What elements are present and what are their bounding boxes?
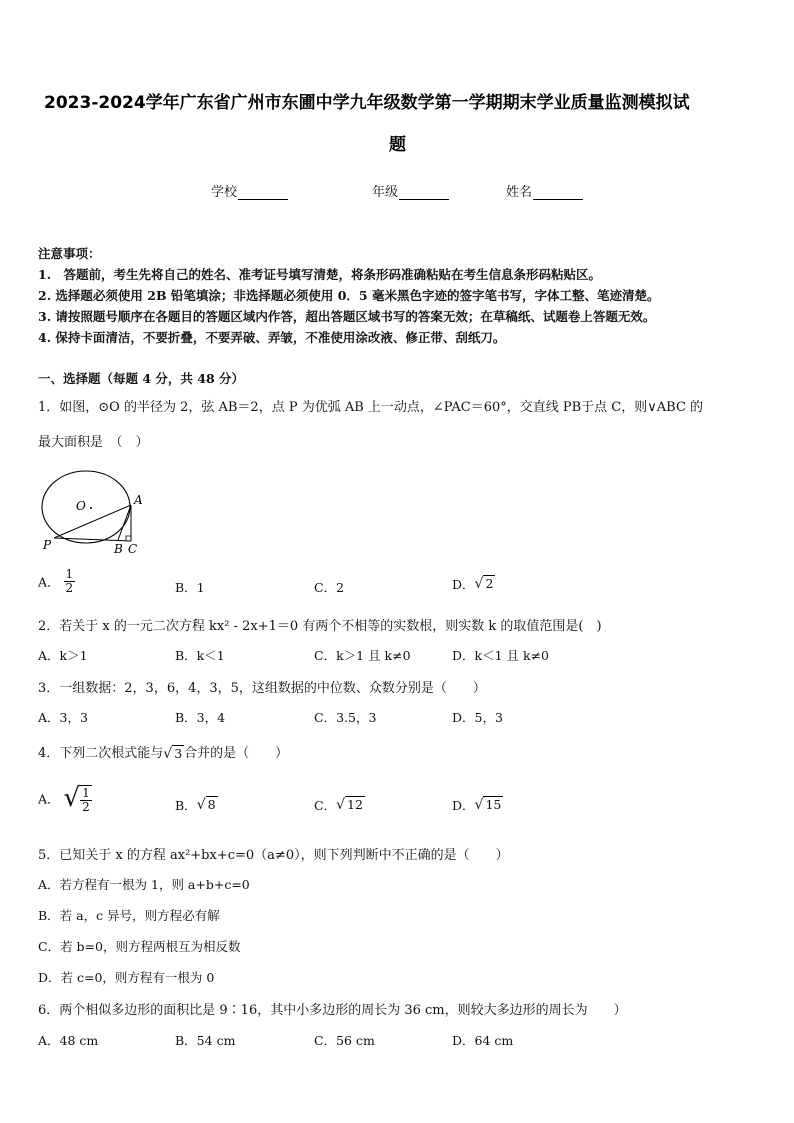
q5-option-d[interactable]: D．若 c=0，则方程有一根为 0 <box>38 970 215 985</box>
grade-label: 年级 <box>372 185 399 200</box>
q4-stem-radicand: 3 <box>174 745 183 761</box>
q4-option-b[interactable] <box>175 796 218 814</box>
q2-option-c[interactable]: C．k＞1 且 k≠0 <box>314 648 411 663</box>
page-title-line2: 题 <box>389 135 406 155</box>
section-heading: 一、选择题（每题 4 分，共 48 分） <box>38 371 245 386</box>
q1-fraction-denominator: 2 <box>65 581 74 595</box>
grade-field <box>372 181 449 200</box>
q4-option-d[interactable] <box>452 796 503 814</box>
question-1-line1: 1．如图，⊙O 的半径为 2，弦 AB＝2，点 P 为优弧 AB 上一动点，∠PAC＝60°，交直线 PB于点 C，则∨ABC 的 <box>38 400 704 415</box>
circle-figure <box>38 468 148 558</box>
question-6: 6．两个相似多边形的面积比是 9∶16，其中小多边形的周长为 36 cm，则较大多边形的周长为 ） <box>38 1003 627 1018</box>
q1-option-c[interactable]: C．2 <box>314 580 345 595</box>
q4-option-a-numerator: 1 <box>82 785 90 800</box>
q1-option-a[interactable] <box>38 568 75 595</box>
q6-option-d[interactable]: D．64 cm <box>452 1033 514 1048</box>
q5-option-c[interactable]: C．若 b=0，则方程两根互为相反数 <box>38 939 241 954</box>
label-b: B <box>114 542 123 556</box>
q1-option-b[interactable]: B．1 <box>175 580 205 595</box>
label-o: O <box>76 499 86 513</box>
q4-option-c-radicand: 12 <box>347 797 363 812</box>
q3-option-b[interactable]: B．3，4 <box>175 710 226 725</box>
grade-blank <box>399 186 449 200</box>
q4-option-b-sqrt: √ 8 <box>196 797 216 813</box>
q4-option-b-radicand: 8 <box>207 797 216 812</box>
q1-option-a-prefix: A． <box>38 574 60 590</box>
q6-option-b[interactable]: B．54 cm <box>175 1033 236 1048</box>
right-angle-mark <box>126 536 131 541</box>
question-4 <box>38 742 288 762</box>
name-label: 姓名 <box>506 185 533 200</box>
notice-item-4: 4. 保持卡面清洁，不要折叠，不要弄破、弄皱，不准使用涂改液、修正带、刮纸刀。 <box>38 330 506 345</box>
q4-option-a[interactable] <box>38 783 92 814</box>
chord-pa <box>54 505 131 538</box>
notice-item-1: 1. 答题前，考生先将自己的姓名、准考证号填写清楚，将条形码准确粘贴在考生信息条形码粘贴区。 <box>38 267 602 282</box>
q4-option-d-prefix: D． <box>452 798 475 813</box>
page-title-line1: 2023-2024学年广东省广州市东圃中学九年级数学第一学期期末学业质量监测模拟试 <box>44 93 690 113</box>
q1-fraction <box>64 568 76 595</box>
name-field <box>506 181 583 200</box>
label-a: A <box>134 493 143 507</box>
q3-option-d[interactable]: D．5，3 <box>452 710 503 725</box>
q1-sqrt-radicand: 2 <box>485 576 494 591</box>
q4-option-d-radicand: 15 <box>485 797 502 812</box>
question-1-line2: 最大面积是 （ ） <box>38 435 149 450</box>
q4-option-a-fraction <box>80 785 92 814</box>
q2-option-a[interactable]: A．k＞1 <box>38 648 88 663</box>
question-4-text-before: 4．下列二次根式能与 <box>38 746 164 761</box>
question-5: 5．已知关于 x 的方程 ax²+bx+c=0（a≠0），则下列判断中不正确的是（ ） <box>38 848 509 863</box>
q4-option-a-prefix: A． <box>38 791 60 807</box>
notice-item-3: 3. 请按照题号顺序在各题目的答题区域内作答，超出答题区域书写的答案无效；在草稿纸、试题卷上答题无效。 <box>38 309 656 324</box>
q2-option-d[interactable]: D．k＜1 且 k≠0 <box>452 648 549 663</box>
question-3: 3．一组数据：2，3，6，4，3，5，这组数据的中位数、众数分别是（ ） <box>38 681 486 696</box>
q4-stem-sqrt: √ 3 <box>163 745 183 762</box>
label-p: P <box>43 538 52 552</box>
name-blank <box>533 186 583 200</box>
q1-option-d-prefix: D． <box>452 577 475 592</box>
q2-option-b[interactable]: B．k＜1 <box>175 648 225 663</box>
notice-item-2: 2. 选择题必须使用 2B 铅笔填涂；非选择题必须使用 0．5 毫米黑色字迹的签字笔书写，字体工整、笔迹清楚。 <box>38 288 660 303</box>
q1-fraction-numerator: 1 <box>65 567 74 581</box>
q4-option-b-prefix: B． <box>175 798 197 813</box>
q4-option-c-prefix: C． <box>314 798 337 813</box>
school-field <box>211 181 288 200</box>
q4-option-d-sqrt: √ 15 <box>474 797 502 813</box>
center-point <box>90 507 92 509</box>
notice-heading: 注意事项： <box>38 246 101 261</box>
question-2: 2．若关于 x 的一元二次方程 kx² - 2x+1＝0 有两个不相等的实数根，则实数 k 的取值范围是( ) <box>38 619 602 634</box>
q4-option-c[interactable] <box>314 796 365 814</box>
q4-option-a-denominator: 2 <box>82 799 90 814</box>
q5-option-b[interactable]: B．若 a，c 异号，则方程必有解 <box>38 908 220 923</box>
circle-o <box>42 471 130 543</box>
school-label: 学校 <box>211 185 238 200</box>
q5-option-a[interactable]: A．若方程有一根为 1，则 a+b+c=0 <box>38 877 250 892</box>
q4-option-a-sqrt: √ $\frac{1}{2}$ <box>63 783 90 814</box>
q3-option-a[interactable]: A．3，3 <box>38 710 88 725</box>
q6-option-a[interactable]: A．48 cm <box>38 1033 99 1048</box>
question-4-text-after: 合并的是（ ） <box>184 746 289 761</box>
q4-option-c-sqrt: √ 12 <box>336 797 363 813</box>
q1-option-d[interactable] <box>452 575 495 593</box>
school-blank <box>238 186 288 200</box>
label-c: C <box>128 542 138 556</box>
q3-option-c[interactable]: C．3.5，3 <box>314 710 377 725</box>
q1-sqrt: √ 2 <box>474 576 494 592</box>
q6-option-c[interactable]: C．56 cm <box>314 1033 375 1048</box>
